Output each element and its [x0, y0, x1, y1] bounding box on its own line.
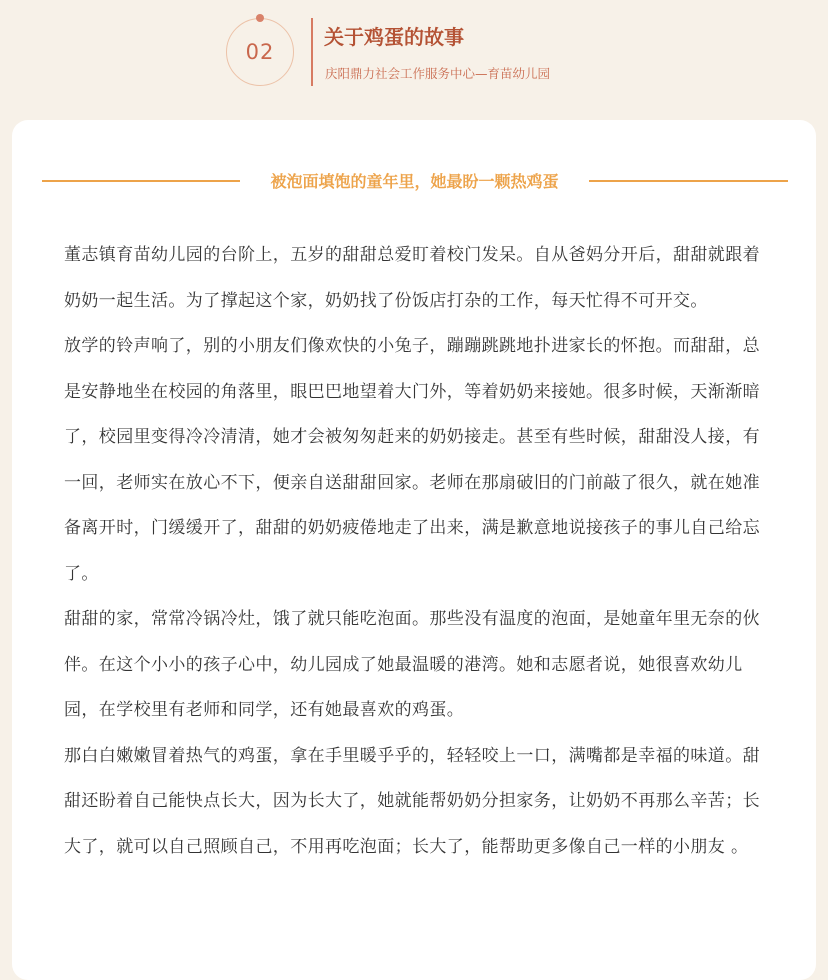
- paragraph: 那白白嫩嫩冒着热气的鸡蛋，拿在手里暖乎乎的，轻轻咬上一口，满嘴都是幸福的味道。甜甜还盼着自己能快点长大，因为长大了，她就能帮奶奶分担家务，让奶奶不再那么辛苦；长大了，就可以自己照顾自己，不用再吃泡面；长大了，能帮助更多像自己一样的小朋友 。: [64, 745, 760, 857]
- section-title: 被泡面填饱的童年里，她最盼一颗热鸡蛋: [270, 172, 559, 191]
- header-divider: [311, 18, 313, 86]
- paragraph: 放学的铃声响了，别的小朋友们像欢快的小兔子，蹦蹦跳跳地扑进家长的怀抱。而甜甜，总是安静地坐在校园的角落里，眼巴巴地望着大门外，等着奶奶来接她。很多时候，天渐渐暗了，校园里变得冷冷清清，她才会被匆匆赶来的奶奶接走。甚至有些时候，甜甜没人接，有一回，老师实在放心不下，便亲自送甜甜回家。老师在那扇破旧的门前敲了很久，就在她准备离开时，门缓缓开了，甜甜的奶奶疲倦地走了出来，满是歉意地说接孩子的事儿自己给忘了。: [64, 336, 760, 584]
- header-title: 关于鸡蛋的故事: [324, 25, 464, 49]
- section-title-line-right: [589, 180, 788, 182]
- paragraph: 甜甜的家，常常冷锅冷灶，饿了就只能吃泡面。那些没有温度的泡面，是她童年里无奈的伙伴。在这个小小的孩子心中，幼儿园成了她最温暖的港湾。她和志愿者说，她很喜欢幼儿园，在学校里有老师和同学，还有她最喜欢的鸡蛋。: [64, 609, 760, 720]
- paragraph: 董志镇育苗幼儿园的台阶上，五岁的甜甜总爱盯着校门发呆。自从爸妈分开后，甜甜就跟着奶奶一起生活。为了撑起这个家，奶奶找了份饭店打杂的工作，每天忙得不可开交。: [64, 245, 760, 311]
- section-title-line-left: [42, 180, 240, 182]
- header-subtitle: 庆阳鼎力社会工作服务中心—育苗幼儿园: [325, 66, 551, 81]
- article-header: [0, 0, 828, 118]
- article-body: [64, 233, 774, 870]
- section-number: 02: [245, 40, 275, 64]
